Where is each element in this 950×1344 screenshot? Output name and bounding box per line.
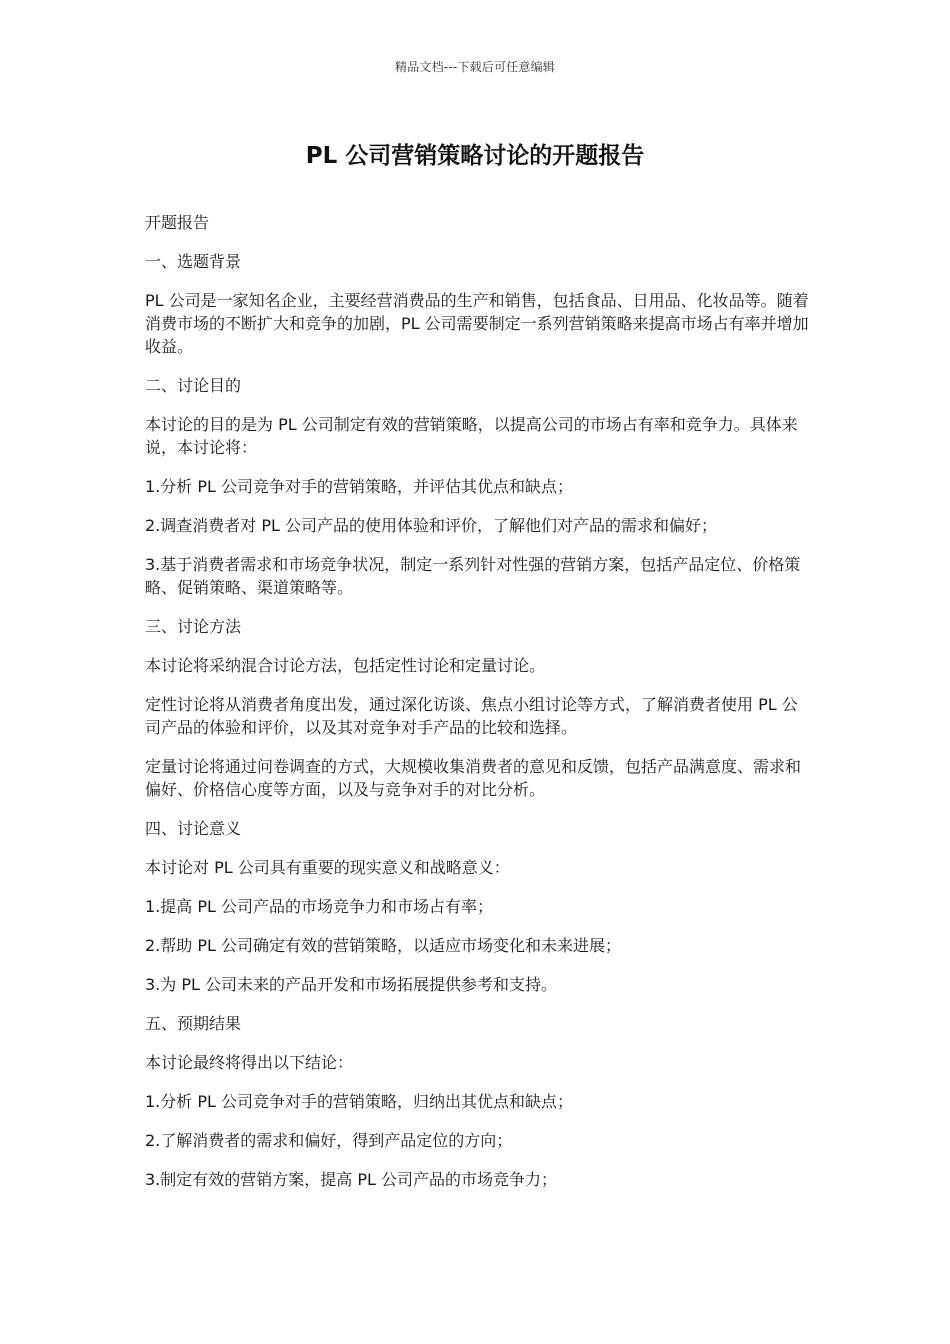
- section-heading-background: 一、选题背景: [145, 252, 242, 271]
- list-item: 2.了解消费者的需求和偏好，得到产品定位的方向；: [145, 1131, 513, 1150]
- paragraph: 本讨论对 PL 公司具有重要的现实意义和战略意义：: [145, 858, 510, 877]
- paragraph: 本讨论最终将得出以下结论：: [145, 1053, 354, 1072]
- list-item: 1.分析 PL 公司竞争对手的营销策略，并评估其优点和缺点；: [145, 477, 574, 496]
- list-item: 3.基于消费者需求和市场竞争状况，制定一系列针对性强的营销方案，包括产品定位、价格策略、促销策略、渠道策略等。: [145, 555, 801, 597]
- list-item: 3.制定有效的营销方案，提高 PL 公司产品的市场竞争力；: [145, 1170, 558, 1189]
- section-heading-method: 三、讨论方法: [145, 617, 242, 636]
- list-item: 2.帮助 PL 公司确定有效的营销策略，以适应市场变化和未来进展；: [145, 936, 622, 955]
- list-item: 2.调查消费者对 PL 公司产品的使用体验和评价，了解他们对产品的需求和偏好；: [145, 516, 718, 535]
- header-note: 精品文档---下载后可任意编辑: [395, 60, 555, 74]
- section-heading-results: 五、预期结果: [145, 1014, 242, 1033]
- paragraph: 本讨论的目的是为 PL 公司制定有效的营销策略，以提高公司的市场占有率和竞争力。具体来说，本讨论将：: [145, 415, 798, 457]
- page-title: PL 公司营销策略讨论的开题报告: [305, 143, 645, 169]
- list-item: 3.为 PL 公司未来的产品开发和市场拓展提供参考和支持。: [145, 975, 558, 994]
- section-heading-purpose: 二、讨论目的: [145, 376, 242, 395]
- paragraph: PL 公司是一家知名企业，主要经营消费品的生产和销售，包括食品、日用品、化妆品等。随着消费市场的不断扩大和竞争的加剧，PL 公司需要制定一系列营销策略来提高市场占有率并增加收益。: [145, 291, 809, 356]
- section-label: 开题报告: [145, 213, 210, 232]
- section-heading-significance: 四、讨论意义: [145, 819, 242, 838]
- paragraph: 定性讨论将从消费者角度出发，通过深化访谈、焦点小组讨论等方式，了解消费者使用 PL 公司产品的体验和评价，以及其对竞争对手产品的比较和选择。: [145, 695, 798, 737]
- list-item: 1.分析 PL 公司竞争对手的营销策略，归纳出其优点和缺点；: [145, 1092, 574, 1111]
- list-item: 1.提高 PL 公司产品的市场竞争力和市场占有率；: [145, 897, 494, 916]
- paragraph: 本讨论将采纳混合讨论方法，包括定性讨论和定量讨论。: [145, 656, 546, 675]
- paragraph: 定量讨论将通过问卷调查的方式，大规模收集消费者的意见和反馈，包括产品满意度、需求和偏好、价格信心度等方面，以及与竞争对手的对比分析。: [145, 757, 802, 799]
- document-body: [145, 211, 810, 1207]
